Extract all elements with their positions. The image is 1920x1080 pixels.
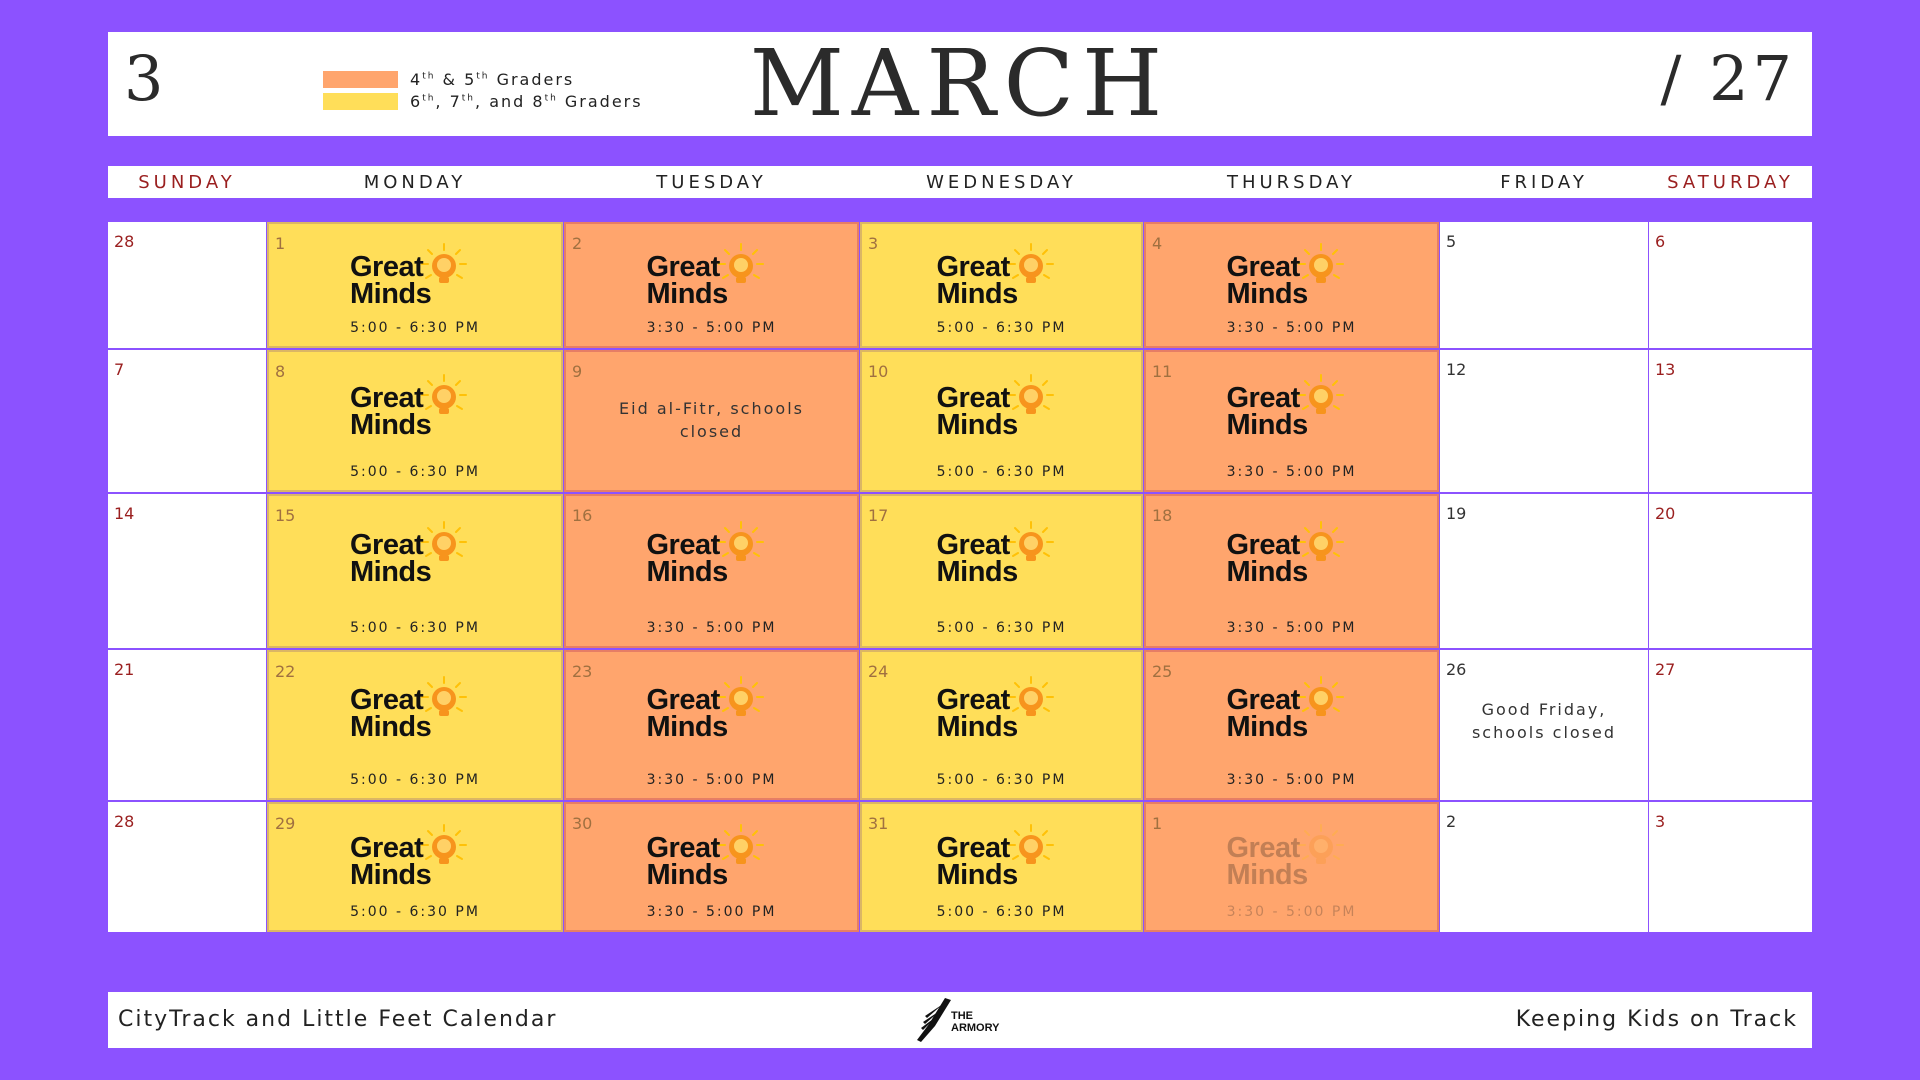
event-time: 5:00 - 6:30 PM xyxy=(936,620,1067,636)
event-time: 5:00 - 6:30 PM xyxy=(350,772,480,788)
event-time: 5:00 - 6:30 PM xyxy=(350,320,480,336)
day-number: 27 xyxy=(1655,660,1676,679)
day-cell[interactable] xyxy=(1440,350,1648,492)
great-minds-logo xyxy=(937,383,1067,447)
great-minds-logo xyxy=(1227,833,1357,897)
event-time: 5:00 - 6:30 PM xyxy=(936,464,1067,480)
day-number: 19 xyxy=(1446,504,1467,523)
day-number: 24 xyxy=(868,662,889,681)
day-cell[interactable] xyxy=(1440,222,1648,348)
day-number: 13 xyxy=(1655,360,1676,379)
event-time: 3:30 - 5:00 PM xyxy=(1226,320,1357,336)
day-cell[interactable] xyxy=(267,494,563,648)
logo-line-1: THE xyxy=(951,1010,973,1022)
day-number: 30 xyxy=(572,814,593,833)
day-cell[interactable] xyxy=(1649,494,1812,648)
footer-tagline: Keeping Kids on Track xyxy=(1515,1007,1798,1032)
day-number: 18 xyxy=(1152,506,1173,525)
day-cell[interactable] xyxy=(860,222,1143,348)
event-time: 3:30 - 5:00 PM xyxy=(646,904,777,920)
event-time: 5:00 - 6:30 PM xyxy=(350,620,480,636)
calendar-header xyxy=(108,32,1812,136)
day-number: 17 xyxy=(868,506,889,525)
event-time: 3:30 - 5:00 PM xyxy=(1226,904,1357,920)
program-name: Great Minds xyxy=(646,684,728,743)
day-number: 21 xyxy=(114,660,135,679)
day-cell[interactable] xyxy=(267,650,563,800)
day-number: 8 xyxy=(275,362,286,381)
day-number: 20 xyxy=(1655,504,1676,523)
day-cell[interactable] xyxy=(108,802,266,932)
great-minds-logo xyxy=(350,685,480,749)
day-cell[interactable] xyxy=(1649,350,1812,492)
great-minds-logo xyxy=(1227,530,1357,594)
program-name: Great Minds xyxy=(646,251,728,310)
day-cell[interactable] xyxy=(1440,650,1648,800)
program-name: Great Minds xyxy=(936,529,1018,588)
day-cell[interactable] xyxy=(267,350,563,492)
day-number: 26 xyxy=(1446,660,1467,679)
month-title: MARCH xyxy=(749,30,1171,137)
day-number: 22 xyxy=(275,662,296,681)
armory-logo xyxy=(915,996,1005,1044)
day-number: 4 xyxy=(1152,234,1163,253)
day-number: 11 xyxy=(1152,362,1173,381)
event-time: 3:30 - 5:00 PM xyxy=(646,772,777,788)
day-cell[interactable] xyxy=(860,650,1143,800)
great-minds-logo xyxy=(350,833,480,897)
day-cell[interactable] xyxy=(1144,494,1439,648)
day-cell[interactable] xyxy=(108,222,266,348)
program-name: Great Minds xyxy=(350,529,432,588)
day-cell[interactable] xyxy=(564,222,859,348)
event-time: 3:30 - 5:00 PM xyxy=(646,320,777,336)
great-minds-logo xyxy=(647,252,777,316)
day-number: 15 xyxy=(275,506,296,525)
great-minds-logo xyxy=(350,252,480,316)
day-number: 9 xyxy=(572,362,583,381)
weekday-sunday: SUNDAY xyxy=(138,172,236,193)
weekday-wednesday: WEDNESDAY xyxy=(926,172,1077,193)
day-number: 3 xyxy=(1655,812,1666,831)
great-minds-logo xyxy=(1227,383,1357,447)
weekday-tuesday: TUESDAY xyxy=(656,172,767,193)
day-number: 16 xyxy=(572,506,593,525)
program-name: Great Minds xyxy=(1226,684,1308,743)
footer xyxy=(108,992,1812,1048)
day-number: 2 xyxy=(572,234,583,253)
event-time: 5:00 - 6:30 PM xyxy=(350,464,480,480)
footer-title: CityTrack and Little Feet Calendar xyxy=(118,1007,558,1032)
month-number: 3 xyxy=(124,42,164,115)
day-number: 31 xyxy=(868,814,889,833)
day-cell[interactable] xyxy=(564,802,859,932)
day-cell[interactable] xyxy=(1649,802,1812,932)
event-time: 5:00 - 6:30 PM xyxy=(936,904,1067,920)
legend-label: 6th, 7th, and 8th Graders xyxy=(410,91,643,111)
program-name: Great Minds xyxy=(1226,529,1308,588)
day-cell[interactable] xyxy=(1144,802,1439,932)
great-minds-logo xyxy=(350,530,480,594)
great-minds-logo xyxy=(647,530,777,594)
day-cell[interactable] xyxy=(860,802,1143,932)
day-number: 28 xyxy=(114,812,135,831)
program-name: Great Minds xyxy=(936,684,1018,743)
great-minds-logo xyxy=(937,530,1067,594)
program-name: Great Minds xyxy=(646,529,728,588)
legend-label: 4th & 5th Graders xyxy=(410,69,575,89)
day-cell[interactable] xyxy=(1649,650,1812,800)
day-cell[interactable] xyxy=(108,650,266,800)
day-cell[interactable] xyxy=(108,494,266,648)
program-name: Great Minds xyxy=(350,382,432,441)
day-cell[interactable] xyxy=(860,350,1143,492)
day-cell[interactable] xyxy=(860,494,1143,648)
day-number: 5 xyxy=(1446,232,1457,251)
logo-line-2: ARMORY xyxy=(951,1022,1000,1034)
event-time: 3:30 - 5:00 PM xyxy=(1226,620,1357,636)
day-number: 23 xyxy=(572,662,593,681)
program-name: Great Minds xyxy=(1226,251,1308,310)
day-number: 2 xyxy=(1446,812,1457,831)
day-cell[interactable] xyxy=(1144,650,1439,800)
day-cell[interactable] xyxy=(108,350,266,492)
event-time: 3:30 - 5:00 PM xyxy=(646,620,777,636)
closure-note: Eid al-Fitr, schools closed xyxy=(619,399,804,441)
day-cell[interactable] xyxy=(1144,350,1439,492)
program-name: Great Minds xyxy=(350,684,432,743)
program-name: Great Minds xyxy=(350,251,432,310)
day-number: 1 xyxy=(1152,814,1163,833)
day-number: 1 xyxy=(275,234,286,253)
day-cell[interactable] xyxy=(1440,802,1648,932)
event-time: 3:30 - 5:00 PM xyxy=(1226,464,1357,480)
event-time: 5:00 - 6:30 PM xyxy=(350,904,480,920)
day-cell[interactable] xyxy=(1144,222,1439,348)
year-label: / 27 xyxy=(1660,42,1796,115)
event-time: 3:30 - 5:00 PM xyxy=(1226,772,1357,788)
great-minds-logo xyxy=(937,833,1067,897)
day-cell[interactable] xyxy=(564,494,859,648)
great-minds-logo xyxy=(647,833,777,897)
day-cell[interactable] xyxy=(267,802,563,932)
closure-note: Good Friday, schools closed xyxy=(1471,700,1617,742)
program-name: Great Minds xyxy=(350,832,432,891)
day-cell[interactable] xyxy=(1649,222,1812,348)
event-time: 5:00 - 6:30 PM xyxy=(936,320,1067,336)
great-minds-logo xyxy=(937,685,1067,749)
weekday-header xyxy=(108,166,1812,198)
armory-logo-text xyxy=(951,1010,999,1034)
day-cell[interactable] xyxy=(564,350,859,492)
day-cell[interactable] xyxy=(1440,494,1648,648)
program-name: Great Minds xyxy=(1226,832,1308,891)
day-number: 25 xyxy=(1152,662,1173,681)
program-name: Great Minds xyxy=(646,832,728,891)
program-name: Great Minds xyxy=(936,251,1018,310)
day-cell[interactable] xyxy=(564,650,859,800)
day-number: 7 xyxy=(114,360,125,379)
day-number: 10 xyxy=(868,362,889,381)
great-minds-logo xyxy=(937,252,1067,316)
day-number: 14 xyxy=(114,504,135,523)
day-number: 29 xyxy=(275,814,296,833)
program-name: Great Minds xyxy=(1226,382,1308,441)
program-name: Great Minds xyxy=(936,382,1018,441)
day-number: 6 xyxy=(1655,232,1666,251)
event-time: 5:00 - 6:30 PM xyxy=(936,772,1067,788)
day-cell[interactable] xyxy=(267,222,563,348)
weekday-saturday: SATURDAY xyxy=(1667,172,1794,193)
day-number: 28 xyxy=(114,232,135,251)
program-name: Great Minds xyxy=(936,832,1018,891)
weekday-monday: MONDAY xyxy=(363,172,467,193)
day-number: 3 xyxy=(868,234,879,253)
great-minds-logo xyxy=(350,383,480,447)
weekday-friday: FRIDAY xyxy=(1500,172,1588,193)
great-minds-logo xyxy=(1227,685,1357,749)
winged-foot-icon xyxy=(915,996,955,1044)
day-number: 12 xyxy=(1446,360,1467,379)
great-minds-logo xyxy=(647,685,777,749)
weekday-thursday: THURSDAY xyxy=(1226,172,1357,193)
great-minds-logo xyxy=(1227,252,1357,316)
